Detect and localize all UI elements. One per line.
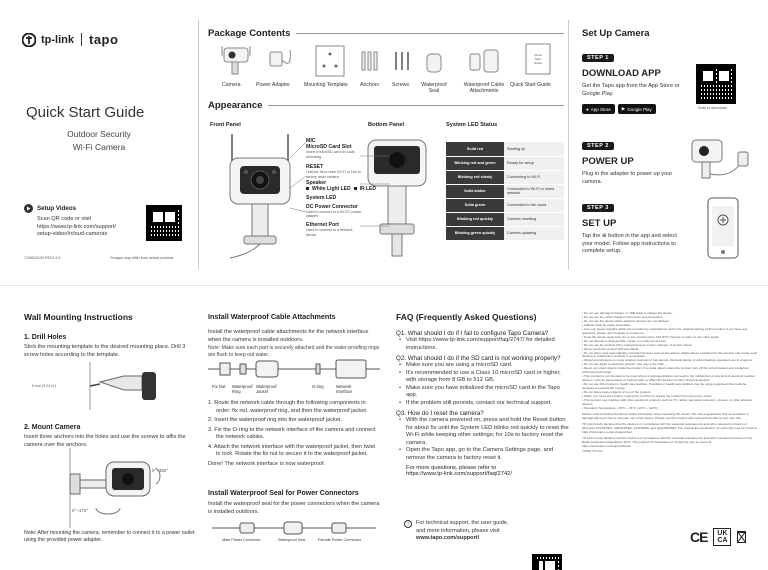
led-status-row (446, 198, 564, 212)
callout-mic: MIC (306, 138, 316, 144)
led-state: Solid red (446, 142, 504, 156)
cable-attachments-illustration-icon (470, 50, 498, 72)
google-play-badge[interactable] (618, 104, 656, 114)
legal-panel (582, 312, 758, 534)
legal-line: • Adapter shall be easily accessible. (582, 322, 632, 327)
led-state: Solid amber (446, 184, 504, 198)
cable-intro: Install the waterproof cable attachments for the network interface when the camera is installed outdoors. (208, 329, 369, 343)
led-state: Blinking green quickly (446, 226, 504, 240)
guide-title: Quick Start Guide (26, 104, 145, 121)
setup-videos-qr (146, 205, 182, 241)
seal-part-seal: Waterproof Seal (278, 538, 306, 542)
package-illustrations (208, 42, 564, 80)
cable-step-4: 4. Attach the network interface with the waterproof jacket, then twist to lock. Rotate the fix nut to secure it to the waterproof jacket. (208, 443, 375, 458)
drill-illustration (70, 362, 170, 410)
cable-step-3: 3. Fix the O-ring to the network interface of the camera and connect the network cables. (208, 426, 376, 441)
legal-line: • Do not use the device where wireless devices are not allowed. (582, 318, 670, 323)
step-3-title: SET UP (582, 218, 617, 229)
faq-q1-answer-1: • Visit https://www.tp-link.com/support/faq/2747/ for detailed instructions. (396, 337, 572, 352)
mount-camera-block (24, 424, 196, 449)
legal-line: • Keep the device away from fire or hot environments. DO NOT immerse in water or any other liquid. (582, 334, 720, 339)
ir-led-icon (354, 187, 357, 190)
support-text-1: For technical support, the user guide, (416, 520, 509, 526)
led-status-row (446, 142, 564, 156)
seal-title: Install Waterproof Seal for Power Connectors (208, 490, 359, 497)
quick-start-guide-illustration-icon (526, 44, 550, 74)
legal-line: • Never put metal objects inside the product. If a metal object enters the product, turn off the circuit breaker and contact an authorized technician. (582, 366, 749, 375)
legal-line: • Do not place near automatically controlled devices such as fire alarms. Radio waves emitted from this product may cause such devices to malfunction resulting in an accident. (582, 350, 758, 359)
legal-line: • Observe restrictions on using wireless products in fuel depots, chemical plants, or when blasting operations are in progress. (582, 358, 753, 363)
angle-rotation-label: 0°~360° (152, 468, 169, 473)
callout-microsd-desc: Insert a microSD card for local recording (306, 150, 355, 159)
step-1-badge: STEP 1 (582, 54, 614, 62)
ce-mark-icon: CE (690, 529, 708, 545)
product-line: tapo (89, 32, 119, 47)
led-status-row (446, 184, 564, 198)
appearance-callouts (306, 138, 386, 237)
middle-divider (568, 20, 569, 270)
brand-separator (81, 33, 82, 46)
ukca-mark-icon: UK CA (713, 528, 731, 546)
callout-system-led: System LED (306, 194, 337, 201)
svg-text:Start: Start (534, 57, 542, 61)
legal-line: • Operating Temperature: -30°C ~ 45°C (-22°F ~ 113°F) (582, 405, 658, 410)
legal-line: TP-Link hereby declares that the device is in compliance with the essential requirements and other relevant provisions of directives 2014/53/EU, 2009/125/EC, 2011/65/EU and (EU)2015/863. The original EU declaration of conformity may be found at https://www.tapo.com/en/support/ce/ (582, 421, 757, 434)
legal-line: • Do not use liquid to clean the product. Use only a dry cloth. (582, 362, 665, 367)
faq-q2-answer-3: • Make sure you have initialized the microSD card in the Tapo app. (396, 385, 572, 400)
cover-divider (198, 20, 199, 270)
image-disclaimer: *Images may differ from actual products. (110, 256, 175, 260)
led-status-label: System LED Status (446, 122, 498, 128)
callout-ethernet: Ethernet Port (306, 222, 339, 229)
cable-parts-illustration (208, 354, 380, 384)
package-item-anchors: Anchors (360, 82, 380, 88)
setup-videos-title: Setup Videos (37, 205, 77, 212)
cable-panel (208, 312, 380, 358)
faq-q2-answer-2: • It's recommended to use a Class 10 microSD card or higher, with storage from 8 GB to 512 GB. (396, 370, 572, 385)
callout-dc-power: DC Power Connector (306, 203, 358, 210)
legal-line: • Do not attempt to disassemble, repair, or modify the product. (582, 338, 667, 343)
faq-title: FAQ (Frequently Asked Questions) (396, 312, 537, 322)
brand-name: tp-link (41, 33, 74, 46)
faq-more-url[interactable]: https://www.tp-link.com/support/faq/2742/ (406, 471, 513, 478)
apple-icon: ● (586, 106, 589, 112)
support-text-2: and more information, please visit (416, 527, 500, 534)
led-status-row (446, 156, 564, 170)
wall-mounting-title: Wall Mounting Instructions (24, 312, 133, 322)
legal-line: • Do not use any other chargers than those recommended. (582, 314, 663, 319)
step-1-title: DOWNLOAD APP (582, 68, 661, 79)
legal-line: • Never touch the product with wet hands. (582, 346, 640, 351)
legal-line: • When you move the product, unplug the cord first to unplug the product from the power outlet. (582, 394, 713, 399)
mount-camera-illustration (56, 448, 186, 528)
brand-logo (22, 32, 118, 47)
led-meaning: Connected to the cloud (504, 198, 564, 212)
wall-mounting-panel (24, 312, 196, 359)
appearance-title: Appearance (208, 100, 263, 111)
step-1-text: Get the Tapo app from the App Store or Google Play. (582, 83, 680, 97)
mount-camera-text: Insert three anchors into the holes and use the screws to affix the camera over the anchors. (24, 434, 186, 448)
led-meaning: Starting up (504, 142, 564, 156)
fold-line (0, 285, 768, 286)
faq-q3: Q3. How do I reset the camera? (396, 410, 484, 418)
subtitle-line-1: Outdoor Security (67, 129, 131, 139)
part-waterproof-ring: Waterproof Ring (232, 384, 253, 394)
svg-text:Guide: Guide (533, 61, 543, 65)
support-url[interactable]: www.tapo.com/support/ (416, 535, 480, 542)
cover-panel (0, 0, 198, 285)
package-item-cable-attachments: Waterproof Cable Attachments (463, 82, 505, 94)
google-play-label: Google Play (627, 106, 652, 112)
seal-text: Install the waterproof seal for the power connectors when the camera is installed outdoors. (208, 501, 380, 515)
led-status-row (446, 226, 564, 240)
angle-tilt-label: 0°~170° (72, 508, 89, 513)
certification-marks (690, 528, 746, 546)
package-item-quick-start-guide: Quick Start Guide (510, 82, 551, 88)
faq-more: For more questions, please refer to (406, 465, 497, 472)
wall-mount-note: Note: After mounting the camera, remember to connect it to a power outlet using the provided power adapter. (24, 530, 195, 544)
step-2-text: Plug in the adapter to power up your camera. (582, 171, 673, 185)
step-2-camera-drawing (688, 136, 752, 186)
part-fix-nut: Fix Nut (212, 384, 226, 389)
seal-illustration (212, 520, 376, 536)
setup-videos-url-2[interactable]: setup-video/#cloud-cameras (37, 231, 108, 238)
step-2-title: POWER UP (582, 156, 634, 167)
callout-ethernet-desc: Used to connect to a network device (306, 228, 353, 237)
led-state: Blinking red slowly (446, 170, 504, 184)
support-qr (532, 554, 562, 570)
step-3-text: Tap the ⊕ button in the app and select your model. Follow app instructions to complete setup. (582, 233, 677, 255)
drill-holes-title: 1. Drill Holes (24, 334, 67, 341)
bottom-panel-label: Bottom Panel (368, 122, 405, 128)
cable-title: Install Waterproof Cable Attachments (208, 312, 336, 321)
package-item-mounting-template: Mounting Template (304, 82, 348, 88)
legal-line: • Do not use this product in health care facilities. Hospitals or health care facilities may be using equipment that could be sensitive to external RF energy. (582, 382, 747, 391)
setup-videos-text-1: Scan QR code or visit (37, 216, 92, 222)
package-section (208, 28, 564, 39)
cable-done: Done! The network interface is now waterproof. (208, 460, 326, 467)
seal-part-female: Female Power Connector (318, 538, 362, 542)
package-item-screws: Screws (392, 82, 410, 88)
package-labels (208, 82, 564, 98)
legal-line: • Do not use the product if the casing has been broken. Danger of electric shock. (582, 342, 693, 347)
screws-illustration-icon (396, 52, 408, 70)
play-icon (24, 204, 33, 213)
tp-link-logo-icon (22, 33, 36, 47)
cable-steps (208, 400, 378, 468)
led-status-row (446, 170, 564, 184)
setup-title: Set Up Camera (582, 28, 650, 39)
subtitle-line-2: Wi-Fi Camera (72, 142, 126, 153)
mounting-template-illustration-icon (316, 46, 344, 76)
doc-id: 7106510192 REV1.2.0 (24, 256, 61, 260)
legal-line: Please read and follow the above safety information when operating the device. We cannot guarantee that no accidents or damage will occur due to improper use of the device. Please use this product with care and operate at your own risk. (582, 411, 750, 420)
step-3-phone-drawing (704, 196, 744, 262)
led-meaning: Connecting to Wi-Fi (504, 170, 564, 184)
faq-q3-answer-2: • Open the Tapo app, go to the Camera Settings page, and remove the camera to factory reset it. (396, 447, 572, 462)
product-subtitle (0, 128, 198, 154)
white-light-led-icon (306, 187, 309, 190)
weee-bin-icon (737, 531, 746, 543)
play-store-icon: ▶ (621, 106, 626, 112)
led-status-table (446, 142, 564, 241)
support-box (404, 520, 536, 543)
camera-illustration-icon (222, 46, 250, 74)
package-title: Package Contents (208, 28, 291, 39)
cable-step-2: 2. Insert the waterproof ring into the waterproof jacket. (208, 417, 343, 424)
cable-note: Note: Make sure each part is securely attached and the water-proofing rings are flush to keep out water. (208, 345, 380, 358)
app-store-label: App Store (590, 106, 611, 112)
drill-holes-text: Stick the mounting template to the desired mounting place. Drill 3 screw holes according to the template. (24, 344, 186, 358)
led-state: Blinking red quickly (446, 212, 504, 226)
callout-speaker: Speaker (306, 179, 327, 186)
seal-block (208, 490, 380, 516)
svg-text:Quick: Quick (534, 53, 542, 57)
led-meaning: Camera resetting (504, 212, 564, 226)
legal-line: • Do not use damaged charger or USB cable to charge the device. (582, 312, 673, 315)
callout-dc-power-desc: Used to connect to a 9V DC power adapter (306, 209, 362, 219)
power-adapter-illustration-icon (270, 50, 290, 66)
waterproof-seal-illustration-icon (427, 54, 441, 72)
faq-q2-answer-1: • Make sure you are using a microSD card. (396, 362, 572, 370)
faq-q2: Q2. What should I do if the SD card is not working properly? (396, 355, 561, 363)
seal-part-male: Male Power Connector (222, 538, 261, 542)
led-meaning: Camera updating (504, 226, 564, 240)
anchors-illustration-icon (362, 52, 377, 70)
step-2-badge: STEP 2 (582, 142, 614, 150)
legal-line: • Do not place heavy objects on top of the product. (582, 390, 652, 395)
faq-panel (396, 312, 572, 477)
led-state: Solid green (446, 198, 504, 212)
cable-parts-labels (208, 384, 380, 398)
step-3-badge: STEP 3 (582, 204, 614, 212)
faq-q3-answer-1: • With the camera powered on, press and hold the Reset button for about 5s until the System LED blinks red quickly to reset the Wi-Fi while keeping other settings; for 10s to factory reset the camera. (396, 417, 572, 447)
callout-white-light-led: White Light LED (312, 185, 351, 192)
legal-line: • This product may interfere with other electronic products such as TV, radios, personal computers, phones, or other wireless devices. (582, 397, 753, 406)
info-icon: i (404, 520, 412, 528)
led-status-row (446, 212, 564, 226)
legal-line: • This product is not intended to be used where a prolonged failure can lead to the malfunction of any kind of electrical medical devices, such as pacemakers or hearing aids, or affect the function of other electrical devices. (582, 374, 755, 383)
front-panel-label: Front Panel (210, 122, 241, 128)
mount-camera-title: 2. Mount Camera (24, 424, 81, 431)
callout-microsd: MicroSD Card Slot (306, 144, 352, 150)
seal-parts-labels (212, 538, 376, 548)
led-meaning: Ready for setup (504, 156, 564, 170)
led-state: Blinking red and green (446, 156, 504, 170)
faq-q1: Q1. What should I do if I fail to configure Tapo Camera? (396, 330, 549, 337)
drill-spec: 6 mm (0.24 in.) (32, 384, 57, 388)
app-store-badge[interactable] (582, 104, 615, 114)
part-waterproof-jacket: Waterproof Jacket (256, 384, 277, 394)
legal-line: ©2022 TP-Link (582, 449, 603, 454)
download-app-qr (696, 64, 736, 104)
callout-reset-desc: Hold for 5s to reset Wi-Fi or 10s to factory reset camera (306, 170, 361, 180)
appearance-section (208, 100, 564, 111)
callout-reset: RESET (306, 164, 324, 171)
scan-to-download-label: Scan to download (698, 106, 727, 110)
setup-videos-url-1[interactable]: https://www.tp-link.com/support/ (37, 223, 116, 230)
package-item-waterproof-seal: Waterproof Seal (421, 82, 447, 94)
legal-line: • Use only power supplies which are provided by manufacturer and in the original packing of this product. If you have any questions, please don't hesitate to contact us. (582, 326, 748, 335)
part-o-ring: O-ring (312, 384, 324, 389)
part-network-interface: Network Interface (336, 384, 353, 394)
cable-step-1: 1. Route the network cable through the following components in order: fix nut, waterproof ring, and then the waterproof jacket. (208, 400, 368, 414)
callout-ir-led: IR LED (359, 185, 376, 192)
package-item-power-adapter: Power Adapter (256, 82, 291, 88)
legal-line: TP-Link hereby declares that the device is in compliance with the essential requirements and other relevant provisions of the Radio Equipment Regulations 2017. The original UK declaration of conformity may be found at https://www.tapo.com/support/ukca/ (582, 435, 753, 448)
faq-q2-answer-4: • If the problem still persists, contact our technical support. (396, 400, 572, 408)
package-item-camera: Camera (222, 82, 241, 88)
led-meaning: Connected to Wi-Fi or wired network (504, 184, 564, 198)
